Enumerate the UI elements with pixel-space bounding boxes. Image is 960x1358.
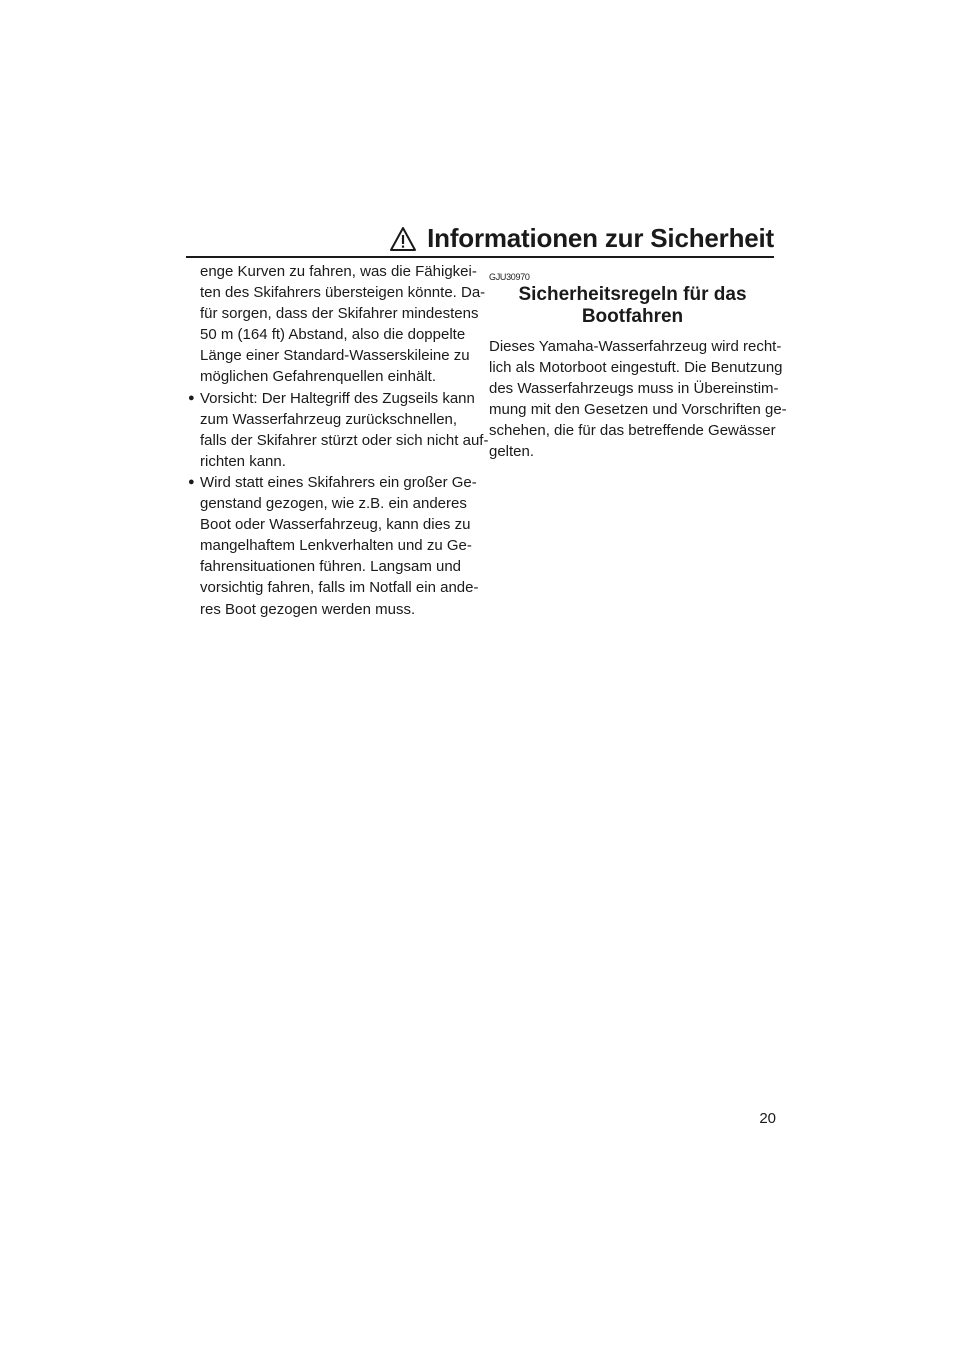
- paragraph-line: mung mit den Gesetzen und Vorschriften ge-: [489, 401, 787, 419]
- page-title: Informationen zur Sicherheit: [427, 223, 774, 253]
- bullet-item: [188, 388, 489, 472]
- warning-triangle-icon: [389, 226, 417, 252]
- bullet-item: [188, 472, 479, 620]
- page-number: 20: [759, 1110, 776, 1127]
- bullet-text: [200, 388, 488, 472]
- bullet-line: genstand gezogen, wie z.B. ein anderes: [200, 495, 467, 513]
- bullet-line: richten kann.: [200, 452, 286, 470]
- bullet-line: res Boot gezogen werden muss.: [200, 600, 416, 618]
- bullet-icon: ●: [188, 475, 195, 488]
- left-column: [188, 261, 489, 620]
- paragraph-line: schehen, die für das betreffende Gewässer: [489, 422, 776, 440]
- bullet-line: Wird statt eines Skifahrers ein großer Ge-: [200, 473, 477, 491]
- section-heading: [489, 284, 776, 328]
- bullet-text: [200, 472, 478, 620]
- section-heading-line: Sicherheitsregeln für das: [518, 284, 747, 305]
- bullet-line: falls der Skifahrer stürzt oder sich nicht auf-: [200, 431, 489, 449]
- bullet-line: zum Wasserfahrzeug zurückschnellen,: [200, 410, 458, 428]
- paragraph-line: ten des Skifahrers übersteigen könnte. Da-: [200, 284, 486, 302]
- paragraph-line: gelten.: [489, 443, 535, 461]
- reference-code: GJU30970: [489, 272, 530, 282]
- paragraph-line: möglichen Gefahrenquellen einhält.: [200, 368, 436, 386]
- paragraph-line: lich als Motorboot eingestuft. Die Benutzung: [489, 359, 783, 377]
- page-header-content: [389, 223, 774, 254]
- paragraph-line: Dieses Yamaha-Wasserfahrzeug wird recht-: [489, 338, 782, 355]
- bullet-line: vorsichtig fahren, falls im Notfall ein ande-: [200, 579, 479, 597]
- bullet-line: Boot oder Wasserfahrzeug, kann dies zu: [200, 516, 471, 534]
- paragraph-line: 50 m (164 ft) Abstand, also die doppelte: [200, 326, 466, 344]
- bullet-line: mangelhaftem Lenkverhalten und zu Ge-: [200, 537, 472, 555]
- paragraph-line: für sorgen, dass der Skifahrer mindestens: [200, 305, 479, 323]
- paragraph-line: Länge einer Standard-Wasserskileine zu: [200, 347, 470, 365]
- section-paragraph: [489, 336, 787, 463]
- page-header: [186, 222, 774, 258]
- continued-paragraph: [188, 261, 486, 388]
- bullet-line: Vorsicht: Der Haltegriff des Zugseils kann: [200, 389, 475, 407]
- section-heading-line: Bootfahren: [581, 306, 684, 327]
- bullet-line: fahrensituationen führen. Langsam und: [200, 558, 462, 576]
- bullet-icon: ●: [188, 391, 195, 404]
- right-column: [489, 272, 787, 463]
- paragraph-line: des Wasserfahrzeugs muss in Übereinstim-: [489, 380, 779, 398]
- paragraph-line: enge Kurven zu fahren, was die Fähigkei-: [200, 263, 477, 280]
